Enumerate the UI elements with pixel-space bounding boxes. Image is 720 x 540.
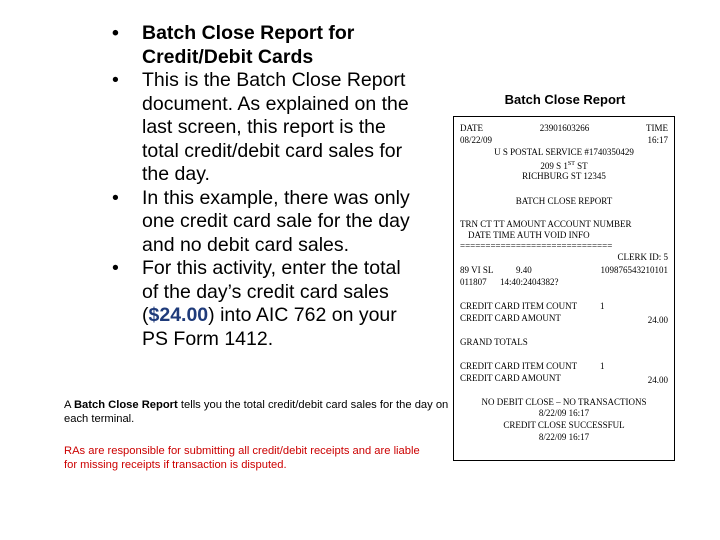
caption-rest: tells you the total credit/debit card sales for the day on each terminal. (64, 399, 449, 425)
batch-close-receipt (453, 116, 675, 461)
receipt-grand-totals: GRAND TOTALS (460, 337, 528, 347)
caption-bold: Batch Close Report (73, 399, 178, 411)
receipt-txn-time-auth: 14:40:2404382? (500, 277, 559, 287)
warning-text: RAs are responsible for submitting all credit/debit receipts and are liable for missing receipts if transaction is disputed. (64, 445, 420, 471)
bullet-activity-after: ) into AIC 762 on your PS Form 1412. (142, 304, 397, 350)
receipt-address-street: ST (574, 161, 588, 171)
receipt-cc-count-2: 1 (600, 361, 605, 371)
receipt-txn-card: 89 VI SL (460, 265, 494, 275)
receipt-cc-amount-label-2: CREDIT CARD AMOUNT (460, 373, 561, 383)
receipt-cc-amount-row-2 (460, 373, 668, 386)
receipt-cc-amount-2: 24.00 (647, 375, 668, 385)
receipt-city: RICHBURG ST 12345 (522, 171, 606, 181)
caption-text (64, 398, 454, 426)
receipt-txn-account: 109876543210101 (600, 265, 668, 275)
receipt-transaction-line-1 (460, 265, 668, 276)
receipt-separator: ============================== (460, 241, 613, 251)
receipt-transaction-line-2 (460, 277, 668, 288)
receipt-clerk-id: CLERK ID: 5 (617, 252, 668, 262)
receipt-date-label: DATE (460, 123, 483, 133)
receipt-address-num: 209 S 1 (540, 161, 568, 171)
receipt-timestamp-1: 8/22/09 16:17 (538, 408, 590, 418)
receipt-cc-count-row-1 (460, 301, 668, 312)
receipt-time: 16:17 (647, 135, 668, 145)
bullet-title: • Batch Close Report for Credit/Debit Cards (112, 22, 412, 69)
receipt-txn-date: 011807 (460, 277, 487, 287)
receipt-datetime-row (460, 135, 668, 146)
receipt-date: 08/22/09 (460, 135, 493, 145)
receipt-heading: BATCH CLOSE REPORT (515, 196, 613, 206)
receipt-merchant: U S POSTAL SERVICE #1740350429 (494, 147, 634, 157)
caption-prefix: A (64, 399, 74, 411)
bullet-example: • In this example, there was only one credit card sale for the day and no debit card sales. (112, 187, 412, 258)
receipt-address-sup: ST (567, 161, 575, 167)
receipt-no-debit: NO DEBIT CLOSE – NO TRANSACTIONS (481, 397, 647, 407)
receipt-timestamp-2: 8/22/09 16:17 (538, 432, 590, 442)
instruction-bullets (112, 22, 412, 351)
receipt-cc-count-label-1: CREDIT CARD ITEM COUNT (460, 301, 578, 311)
receipt-terminal-id: 23901603266 (539, 123, 590, 133)
bullet-activity-amount: $24.00 (148, 304, 209, 326)
bullet-activity-before: For this activity, enter the total of the day’s credit card sales ( (142, 257, 401, 326)
receipt-cc-count-label-2: CREDIT CARD ITEM COUNT (460, 361, 578, 371)
report-title: Batch Close Report (504, 92, 626, 107)
bullet-description: • This is the Batch Close Report document. As explained on the last screen, this report is the total credit/debit card sales for the day. (112, 69, 412, 187)
receipt-cc-amount-label-1: CREDIT CARD AMOUNT (460, 313, 561, 323)
bullet-activity (112, 257, 412, 351)
receipt-time-label: TIME (646, 123, 668, 133)
receipt-cc-count-1: 1 (600, 301, 605, 311)
receipt-cc-amount-row-1 (460, 313, 668, 326)
receipt-txn-amount: 9.40 (516, 265, 532, 275)
receipt-cc-count-row-2 (460, 361, 668, 372)
receipt-column-header-1: TRN CT TT AMOUNT ACCOUNT NUMBER (460, 219, 632, 229)
receipt-cc-amount-1: 24.00 (647, 315, 668, 325)
receipt-column-header-2: DATE TIME AUTH VOID INFO (468, 230, 590, 240)
receipt-header-row (460, 123, 668, 134)
receipt-credit-close: CREDIT CLOSE SUCCESSFUL (503, 420, 625, 430)
